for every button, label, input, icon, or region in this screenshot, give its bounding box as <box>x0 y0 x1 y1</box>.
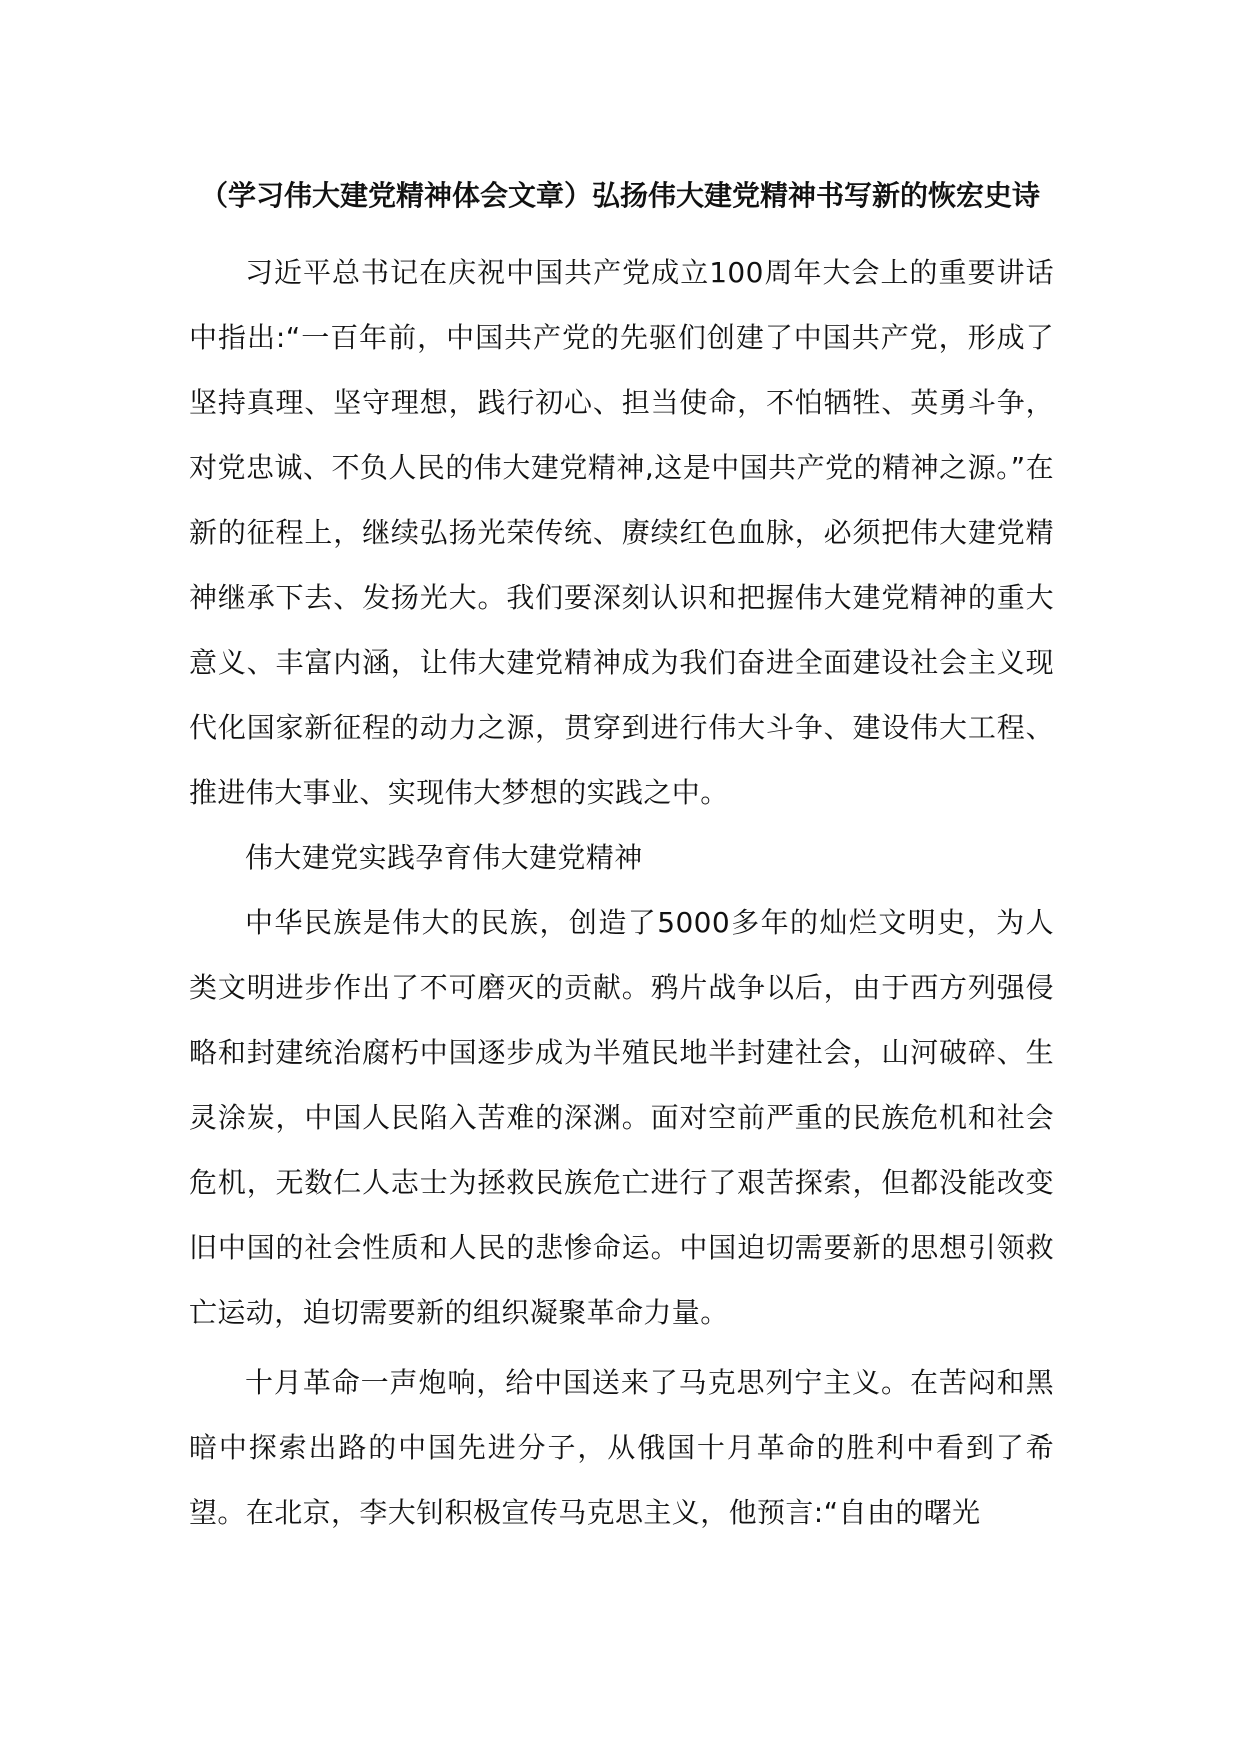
paragraph-history: 中华民族是伟大的民族，创造了5000多年的灿烂文明史，为人类文明进步作出了不可磨灭的贡献。鸦片战争以后，由于西方列强侵略和封建统治腐朽中国逐步成为半殖民地半封建社会，山河破碎、生灵涂炭，中国人民陷入苦难的深渊。面对空前严重的民族危机和社会危机，无数仁人志士为拯救民族危亡进行了艰苦探索，但都没能改变旧中国的社会性质和人民的悲惨命运。中国迫切需要新的思想引领救亡运动，迫切需要新的组织凝聚革命力量。 <box>189 906 1054 1329</box>
paragraph-october-revolution: 十月革命一声炮响，给中国送来了马克思列宁主义。在苦闷和黑暗中探索出路的中国先进分子，从俄国十月革命的胜利中看到了希望。在北京，李大钊积极宣传马克思主义，他预言:“自由的曙光 <box>189 1366 1054 1529</box>
document-title: （学习伟大建党精神体会文章）弘扬伟大建党精神书写新的恢宏史诗 <box>199 179 1040 212</box>
section-heading: 伟大建党实践孕育伟大建党精神 <box>245 841 643 874</box>
document-body <box>189 240 1054 1545</box>
paragraph-intro: 习近平总书记在庆祝中国共产党成立100周年大会上的重要讲话中指出:“一百年前，中国共产党的先驱们创建了中国共产党，形成了坚持真理、坚守理想，践行初心、担当使命，不怕牺牲、英勇斗争，对党忠诚、不负人民的伟大建党精神,这是中国共产党的精神之源。”在新的征程上，继续弘扬光荣传统、赓续红色血脉，必须把伟大建党精神继承下去、发扬光大。我们要深刻认识和把握伟大建党精神的重大意义、丰富内涵，让伟大建党精神成为我们奋进全面建设社会主义现代化国家新征程的动力之源，贯穿到进行伟大斗争、建设伟大工程、推进伟大事业、实现伟大梦想的实践之中。 <box>189 256 1054 809</box>
